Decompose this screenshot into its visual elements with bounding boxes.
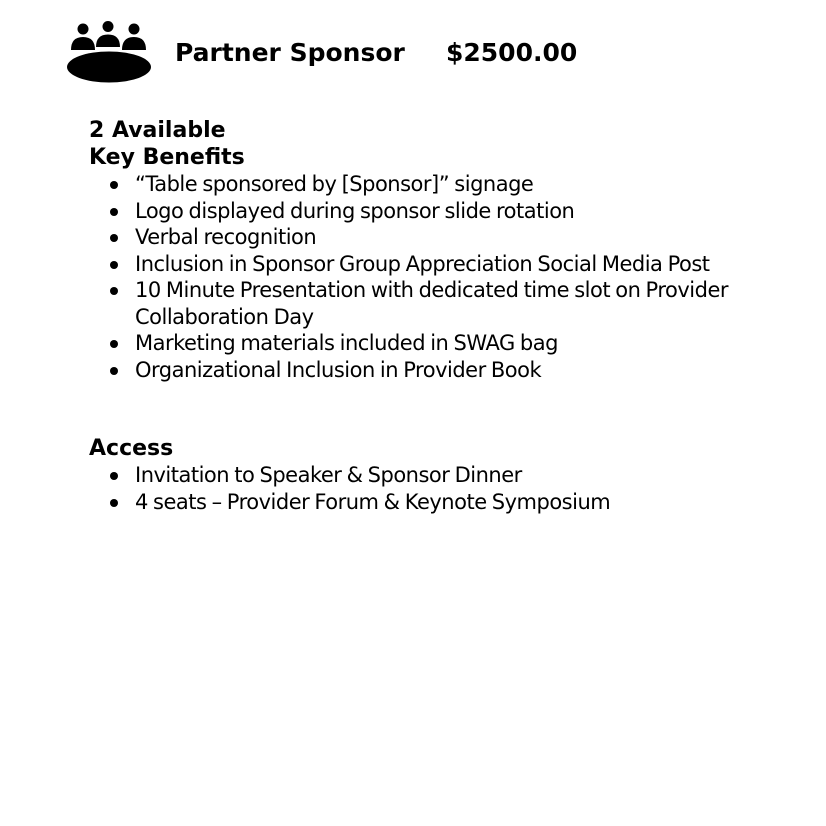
list-item: Invitation to Speaker & Sponsor Dinner	[89, 462, 789, 489]
list-item: Inclusion in Sponsor Group Appreciation Social Media Post	[89, 251, 789, 278]
list-item: Logo displayed during sponsor slide rotation	[89, 198, 789, 225]
list-item: “Table sponsored by [Sponsor]” signage	[89, 171, 789, 198]
list-item: Verbal recognition	[89, 224, 789, 251]
availability-count: 2 Available	[89, 118, 226, 143]
sponsor-header	[66, 20, 766, 86]
sponsor-price: $2500.00	[446, 38, 578, 67]
list-item: 4 seats – Provider Forum & Keynote Symposium	[89, 489, 789, 516]
list-item: 10 Minute Presentation with dedicated time slot on Provider Collaboration Day	[89, 277, 789, 330]
section-spacer	[89, 383, 789, 435]
key-benefits-heading: Key Benefits	[89, 145, 245, 170]
key-benefits-list	[89, 171, 789, 383]
list-item: Marketing materials included in SWAG bag	[89, 330, 789, 357]
list-item: Organizational Inclusion in Provider Book	[89, 357, 789, 384]
access-heading: Access	[89, 436, 174, 461]
sponsor-details	[89, 117, 789, 515]
conference-table-icon	[66, 20, 154, 84]
sponsor-title: Partner Sponsor	[175, 38, 405, 67]
access-list	[89, 462, 789, 515]
